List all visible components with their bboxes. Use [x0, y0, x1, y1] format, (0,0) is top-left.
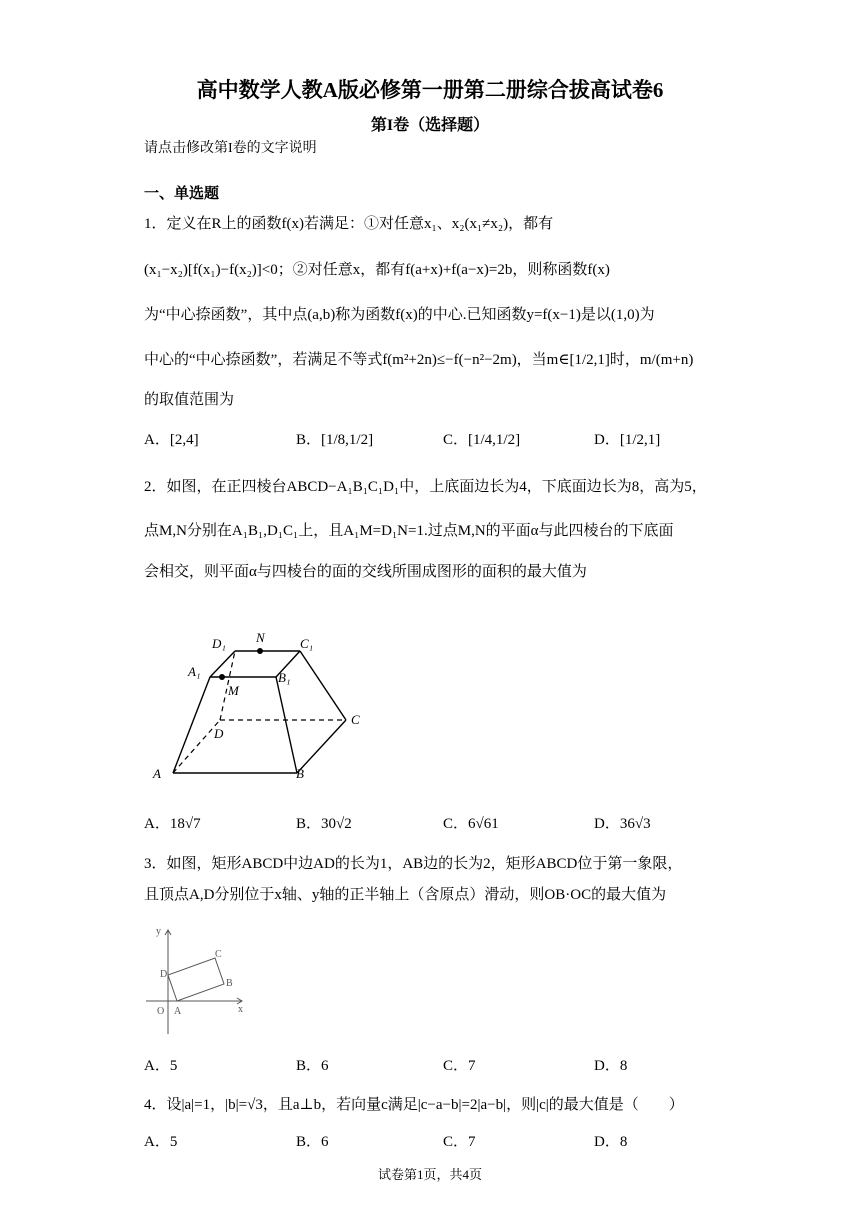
fig3-label-a: A [174, 1006, 182, 1017]
fig3-label-b: B [226, 978, 233, 989]
label-a: A [153, 766, 161, 781]
label-d1: D₁ [212, 636, 226, 651]
q1-line-2: (x₁−x₂)[f(x₁)−f(x₂)]<0；②对任意x，都有f(a+x)+f(a−x)=2b，则称函数f(x) [144, 262, 610, 278]
label-n: N [256, 630, 265, 645]
page-footer: 试卷第1页，共4页 [377, 1167, 482, 1182]
q4-option-a: A．5 [144, 1134, 178, 1150]
q1-line-1: 1．定义在R上的函数f(x)若满足：①对任意x₁、x₂(x₁≠x₂)，都有 [144, 216, 554, 232]
instruction-note: 请点击修改第I卷的文字说明 [144, 141, 317, 156]
edge-bc [297, 720, 346, 773]
label-c: C [351, 712, 360, 727]
point-m [219, 674, 225, 680]
label-b1: B₁ [278, 670, 291, 685]
q2-line-3: 会相交，则平面α与四棱台的面的交线所围成图形的面积的最大值为 [144, 564, 587, 580]
rectangle-coordinate-figure [140, 922, 250, 1040]
fig3-label-y: y [156, 926, 161, 937]
point-n [257, 648, 263, 654]
q4-option-d: D．8 [594, 1134, 628, 1150]
label-c1: C₁ [300, 636, 314, 651]
q2-line-2: 点M,N分别在A₁B₁,D₁C₁上，且A₁M=D₁N=1.过点M,N的平面α与此四棱台的下底面 [144, 523, 674, 539]
q1-option-b: B．[1/8,1/2] [296, 432, 374, 448]
q1-option-d: D．[1/2,1] [594, 432, 661, 448]
q1-option-a: A．[2,4] [144, 432, 199, 448]
q2-option-a: A．18√7 [144, 816, 201, 832]
q2-line-1: 2．如图，在正四棱台ABCD−A₁B₁C₁D₁中，上底面边长为4，下底面边长为8，高为5， [144, 479, 707, 495]
q4-option-c: C．7 [443, 1134, 476, 1150]
q1-line-3: 为“中心捺函数”，其中点(a,b)称为函数f(x)的中心.已知函数y=f(x−1)是以(1,0)为 [144, 307, 655, 323]
section-subtitle: 第I卷（选择题） [370, 117, 490, 134]
edge-cc1 [300, 651, 346, 720]
q3-option-d: D．8 [594, 1058, 628, 1074]
label-d: D [214, 726, 224, 741]
label-a1: A₁ [188, 664, 201, 679]
label-b: B [296, 766, 304, 781]
fig3-label-c: C [215, 949, 222, 960]
page-title: 高中数学人教A版必修第一册第二册综合拔高试卷6 [196, 78, 664, 102]
q3-line-1: 3．如图，矩形ABCD中边AD的长为1，AB边的长为2，矩形ABCD位于第一象限， [144, 856, 683, 872]
label-m: M [228, 683, 239, 698]
q1-option-c: C．[1/4,1/2] [443, 432, 521, 448]
q2-option-c: C．6√61 [443, 816, 499, 832]
edge-aa1 [173, 677, 210, 773]
q1-line-5: 的取值范围为 [144, 392, 235, 408]
q3-line-2: 且顶点A,D分别位于x轴、y轴的正半轴上（含原点）滑动，则OB·OC的最大值为 [144, 887, 667, 903]
frustum-figure [140, 620, 380, 790]
edge-ad-hidden [173, 720, 220, 773]
q3-option-a: A．5 [144, 1058, 178, 1074]
fig3-label-o: O [157, 1006, 165, 1017]
q3-option-b: B．6 [296, 1058, 329, 1074]
section-heading: 一、单选题 [144, 186, 220, 202]
q4-line-1: 4．设|a|=1，|b|=√3，且a⊥b，若向量c满足|c−a−b|=2|a−b|，则|c|的最大值是（ ） [144, 1097, 684, 1113]
edge-a1d1 [210, 651, 235, 677]
q3-option-c: C．7 [443, 1058, 476, 1074]
fig3-label-x: x [238, 1004, 243, 1015]
q4-option-b: B．6 [296, 1134, 329, 1150]
q2-option-b: B．30√2 [296, 816, 352, 832]
q1-line-4: 中心的“中心捺函数”，若满足不等式f(m²+2n)≤−f(−n²−2m)，当m∈[1/2,1]时，m/(m+n) [144, 352, 694, 368]
rectangle-abcd [168, 958, 224, 1001]
q2-option-d: D．36√3 [594, 816, 651, 832]
fig3-label-d: D [160, 969, 168, 980]
edge-bb1 [276, 677, 297, 773]
